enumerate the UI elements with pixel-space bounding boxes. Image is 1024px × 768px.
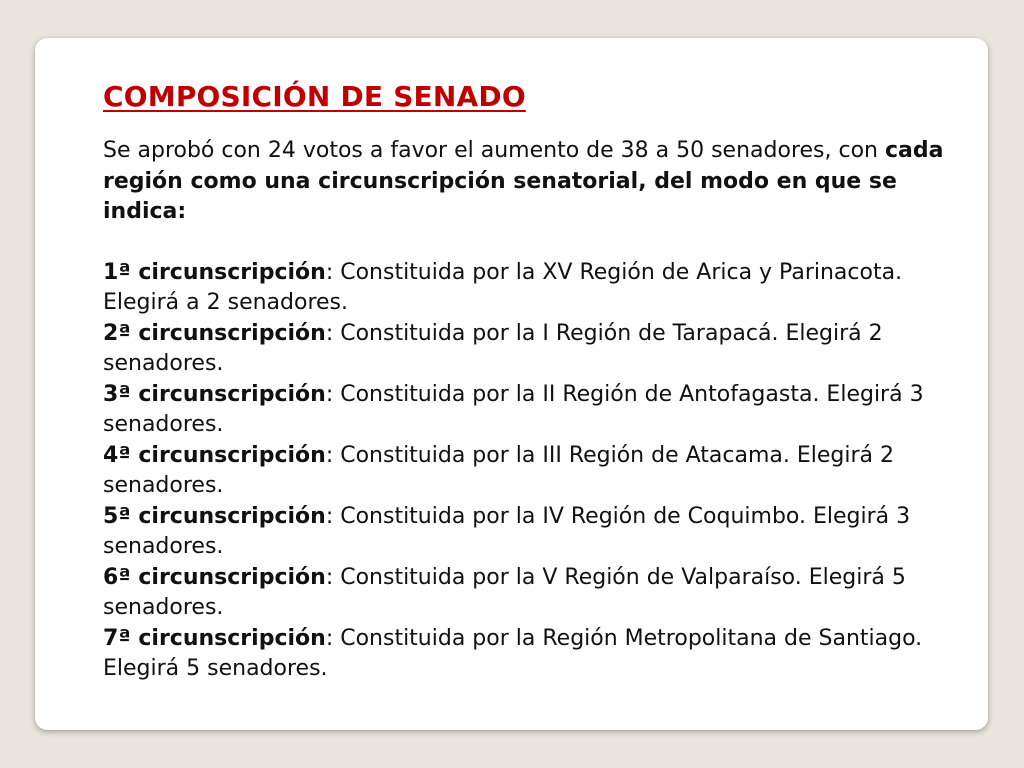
circunscripcion-label: 1ª circunscripción: [103, 259, 326, 285]
intro-text: Se aprobó con 24 votos a favor el aumento de 38 a 50 senadores, con: [103, 138, 885, 163]
circunscripcion-label: 7ª circunscripción: [103, 625, 326, 651]
circunscripcion-label: 5ª circunscripción: [103, 503, 326, 529]
circunscripcion-label: 4ª circunscripción: [103, 442, 326, 468]
slide-content: [103, 78, 973, 685]
circunscripcion-text: Constituida por la II Región de Antofagasta. Elegirá 3 senadores.: [103, 381, 924, 437]
circunscripcion-item-1: 1ª circunscripción: Constituida por la XV Región de Arica y Parinacota. Elegirá a 2 senadores.: [103, 259, 903, 315]
circunscripcion-item-7: 7ª circunscripción: Constituida por la Región Metropolitana de Santiago. Elegirá 5 senadores.: [103, 625, 923, 681]
circunscripcion-item-4: 4ª circunscripción: Constituida por la III Región de Atacama. Elegirá 2 senadores.: [103, 442, 894, 498]
circunscripcion-item-5: 5ª circunscripción: Constituida por la IV Región de Coquimbo. Elegirá 3 senadores.: [103, 503, 911, 559]
circunscripcion-text: Constituida por la III Región de Atacama. Elegirá 2 senadores.: [103, 442, 894, 498]
slide-title: COMPOSICIÓN DE SENADO: [103, 80, 526, 113]
circunscripcion-item-6: 6ª circunscripción: Constituida por la V Región de Valparaíso. Elegirá 5 senadores.: [103, 564, 906, 620]
circunscripcion-label: 2ª circunscripción: [103, 320, 326, 346]
intro-bold-text: cada región como una circunscripción senatorial, del modo en que se indica:: [103, 138, 944, 224]
circunscripcion-text: Constituida por la I Región de Tarapacá. Elegirá 2 senadores.: [103, 320, 883, 376]
circunscripcion-label: 6ª circunscripción: [103, 564, 326, 590]
circunscripcion-text: Constituida por la XV Región de Arica y Parinacota. Elegirá a 2 senadores.: [103, 259, 903, 315]
circunscripcion-label: 3ª circunscripción: [103, 381, 326, 407]
circunscripcion-item-3: 3ª circunscripción: Constituida por la II Región de Antofagasta. Elegirá 3 senadores.: [103, 381, 924, 437]
circunscripcion-text: Constituida por la Región Metropolitana de Santiago. Elegirá 5 senadores.: [103, 625, 923, 681]
circunscripcion-item-2: 2ª circunscripción: Constituida por la I Región de Tarapacá. Elegirá 2 senadores.: [103, 320, 883, 376]
circunscripcion-text: Constituida por la IV Región de Coquimbo. Elegirá 3 senadores.: [103, 503, 911, 559]
circunscripcion-list: [103, 258, 973, 685]
circunscripcion-text: Constituida por la V Región de Valparaíso. Elegirá 5 senadores.: [103, 564, 906, 620]
intro-paragraph: [103, 136, 973, 228]
